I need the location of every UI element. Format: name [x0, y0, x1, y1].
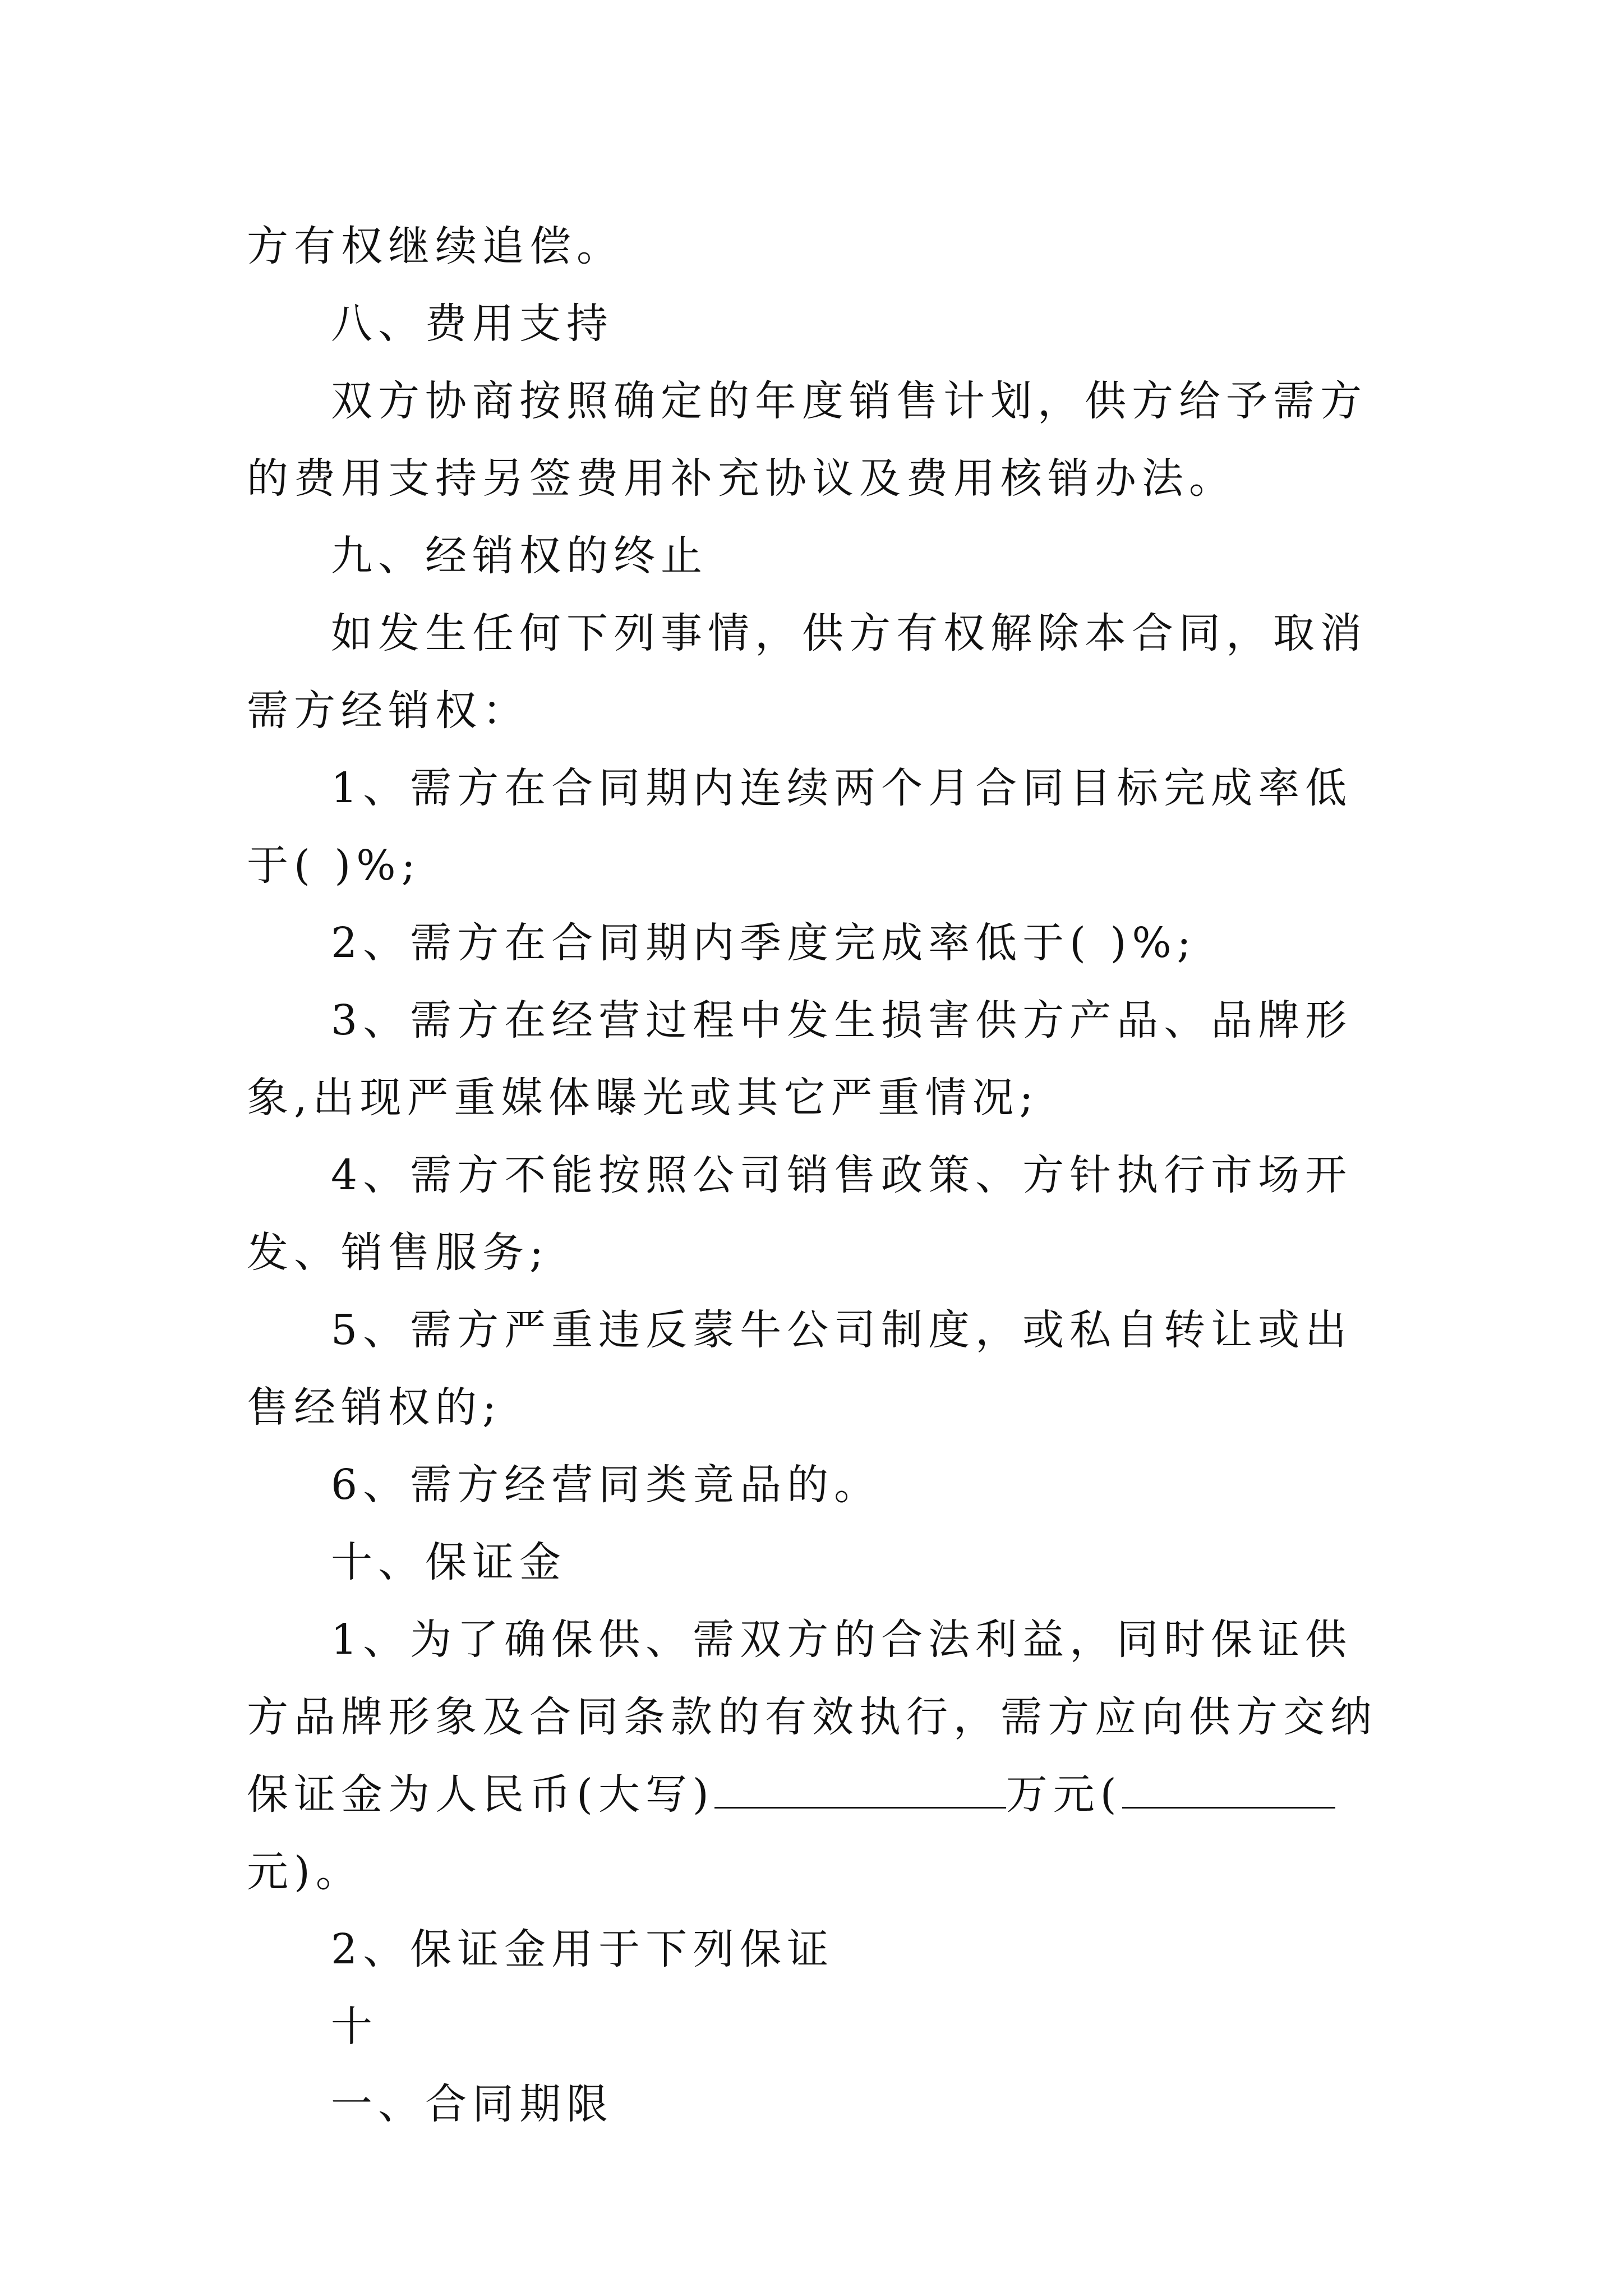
paragraph-deposit-amount: [247, 1601, 1391, 1911]
section-heading-termination: 九、经销权的终止: [331, 532, 708, 580]
document-body: [247, 208, 1391, 2143]
deposit-text-after: 元)。: [247, 1848, 363, 1896]
paragraph-continuation: 方有权继续追偿。: [247, 222, 624, 270]
section-heading-expense-support: 八、费用支持: [331, 300, 614, 348]
deposit-text-before: 1、为了确保供、需双方的合法利益，同时保证供方品牌形象及合同条款的有效执行，需方应向供方交纳保证金为人民币(大写): [247, 1616, 1377, 1819]
deposit-amount-words-blank: [714, 1768, 1006, 1809]
deposit-amount-figures-blank: [1122, 1768, 1335, 1809]
list-item-termination-5: 5、需方严重违反蒙牛公司制度，或私自转让或出售经销权的;: [247, 1306, 1353, 1432]
list-item-deposit-2: 2、保证金用于下列保证: [331, 1925, 834, 1973]
list-item-termination-4: 4、需方不能按照公司销售政策、方针执行市场开发、销售服务;: [247, 1151, 1353, 1277]
paragraph-termination-intro: 如发生任何下列事情，供方有权解除本合同，取消需方经销权：: [247, 609, 1367, 735]
section-heading-eleven-part2: 一、合同期限: [331, 2080, 614, 2128]
list-item-termination-2: 2、需方在合同期内季度完成率低于( )%;: [331, 919, 1197, 967]
list-item-termination-3: 3、需方在经营过程中发生损害供方产品、品牌形象,出现严重媒体曝光或其它严重情况;: [247, 996, 1353, 1122]
paragraph-expense-support: 双方协商按照确定的年度销售计划，供方给予需方的费用支持另签费用补充协议及费用核销办法。: [247, 377, 1367, 503]
deposit-text-middle: 万元(: [1006, 1770, 1122, 1819]
list-item-termination-6: 6、需方经营同类竟品的。: [331, 1461, 882, 1509]
section-heading-eleven-part1: 十: [331, 2003, 378, 2051]
section-heading-deposit: 十、保证金: [331, 1538, 566, 1586]
list-item-termination-1: 1、需方在合同期内连续两个月合同目标完成率低于( )%;: [247, 764, 1353, 890]
